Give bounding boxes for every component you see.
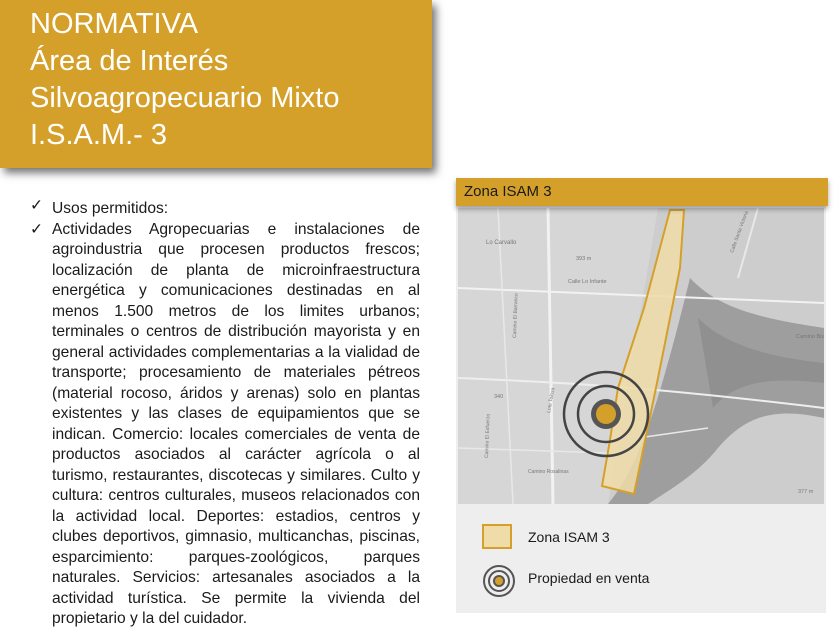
- title-line-2: Área de Interés: [30, 45, 229, 77]
- list-item: [30, 196, 420, 220]
- legend-zona-label: Zona ISAM 3: [528, 529, 610, 545]
- propiedad-icon: [482, 564, 516, 598]
- map-label-rosalinas: Camino Rosalinas: [528, 469, 569, 475]
- title-line-3: Silvoagropecuario Mixto: [30, 82, 340, 114]
- usos-heading: Usos permitidos:: [52, 200, 169, 217]
- checkmark-icon: ✓: [30, 197, 44, 214]
- map-legend: [456, 508, 826, 613]
- legend-propiedad-label: Propiedad en venta: [528, 570, 650, 586]
- title-line-1: NORMATIVA: [30, 8, 199, 40]
- map-label-lo-carvallo: Lo Carvallo: [486, 240, 517, 246]
- map-panel: [456, 178, 826, 613]
- map-label-340: 340: [494, 394, 504, 400]
- zona-swatch: [482, 524, 512, 549]
- map-label-santa-victoria: Calle Santa Victoria: [729, 210, 750, 254]
- usos-text: Actividades Agropecuarias e instalaciones de agroindustria que procesen productos frescos; localización de planta de microinfraestructura energética y comunicaciones destinadas en al menos 1.500 metros de los limites urbanos; terminales o centros de distribución mayorista y en general actividades complementarias a la vialidad de transporte; procesamiento de materiales pétreos (material rocoso, áridos y arenas) solo en plantas existentes y las clases de equipamientos que se indican. Comercio: locales comerciales de venta de productos asociados al carácter agrícola o al turismo, restaurantes, discotecas y similares. Culto y cultura: centros culturales, museos relacionados con la actividad local. Deportes: estadios, centros y clubes deportivos, gimnasio, multicanchas, piscinas, esparcimiento: parques-zoológicos, parques naturales. Servicios: artesanales asociados a la actividad turística. Se permite la vivienda del propietario y la del cuidador.: [52, 220, 420, 627]
- map-label-el-esfuerzo: Camino El Esfuerzo: [484, 413, 492, 459]
- map-label-camino-bis: Camino Bis: [796, 334, 824, 340]
- list-item: [30, 220, 420, 630]
- map-label-elev-1: 393 m: [576, 256, 592, 262]
- map-label-el-barranco: Camino El Barranco: [512, 293, 520, 339]
- title-line-4: I.S.A.M.- 3: [30, 119, 167, 151]
- usos-permitidos-list: [30, 196, 420, 630]
- title-banner: [0, 0, 432, 168]
- checkmark-icon: ✓: [30, 220, 44, 238]
- zone-map: [458, 208, 824, 504]
- map-svg: [458, 208, 824, 504]
- map-label-lo-infante: Calle Lo Infante: [568, 279, 607, 285]
- panel-header: [456, 178, 828, 206]
- panel-header-title: Zona ISAM 3: [464, 183, 552, 200]
- map-label-elev-2: 377 m: [798, 489, 814, 495]
- map-label-lote-tolosa: Lote Tolosa: [546, 387, 557, 414]
